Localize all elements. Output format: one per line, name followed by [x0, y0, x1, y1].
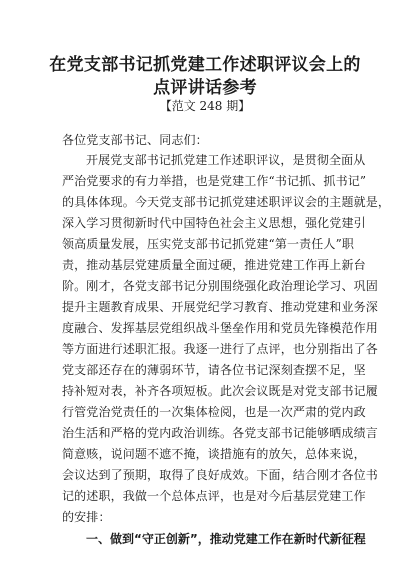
body-line: 开展党支部书记抓党建工作述职评议，是贯彻全面从	[86, 153, 366, 167]
body-line: 简意赅，说问题不遮不掩，谈措施有的放矢，总体来说，	[62, 447, 366, 461]
body-line: 阶。刚才，各党支部书记分别围绕强化政治理论学习、巩固	[62, 279, 378, 293]
body-line: 的具体体现。今天党支部书记抓党建述职评议会的主题就是，	[62, 195, 391, 209]
body-line: 的安排：	[62, 510, 111, 524]
body-line: 度融合、发挥基层党组织战斗堡垒作用和党员先锋模范作用	[62, 321, 378, 335]
body-line: 深入学习贯彻新时代中国特色社会主义思想，强化党建引	[62, 216, 366, 230]
issue-number: 【范文 248 期】	[159, 99, 251, 113]
document-title-line-2: 点评讲话参考	[153, 78, 257, 98]
document-title-line-1: 在党支部书记抓党建工作述职评议会上的	[49, 55, 361, 75]
body-line: 党支部还存在的薄弱环节，请各位书记深刻查摆不足，坚	[62, 363, 366, 377]
body-line: 提升主题教育成果、开展党纪学习教育、推动党建和业务深	[62, 300, 378, 314]
body-line: 严治党要求的有力举措，也是党建工作“书记抓、抓书记”	[62, 174, 367, 188]
body-line: 治生活和严格的党内政治训练。各党支部书记能够晒成绩言	[62, 426, 378, 440]
body-line: 会议达到了预期，取得了良好成效。下面，结合刚才各位书	[62, 468, 378, 482]
body-line: 责，推动基层党建质量全面过硬，推进党建工作再上新台	[62, 258, 366, 272]
body-line: 等方面进行述职汇报。我逐一进行了点评，也分别指出了各	[62, 342, 378, 356]
body-line: 持补短对表，补齐各项短板。此次会议既是对党支部书记履	[62, 384, 378, 398]
body-line: 领高质量发展，压实党支部书记抓党建“第一责任人”职	[62, 237, 355, 251]
section-heading: 一、做到“守正创新”，推动党建工作在新时代新征程	[86, 532, 366, 546]
salutation: 各位党支部书记、同志们：	[62, 133, 208, 147]
body-line: 行管党治党责任的一次集体检阅，也是一次严肃的党内政	[62, 405, 366, 419]
body-line: 记的述职，我做一个总体点评，也是对今后基层党建工作	[62, 489, 366, 503]
